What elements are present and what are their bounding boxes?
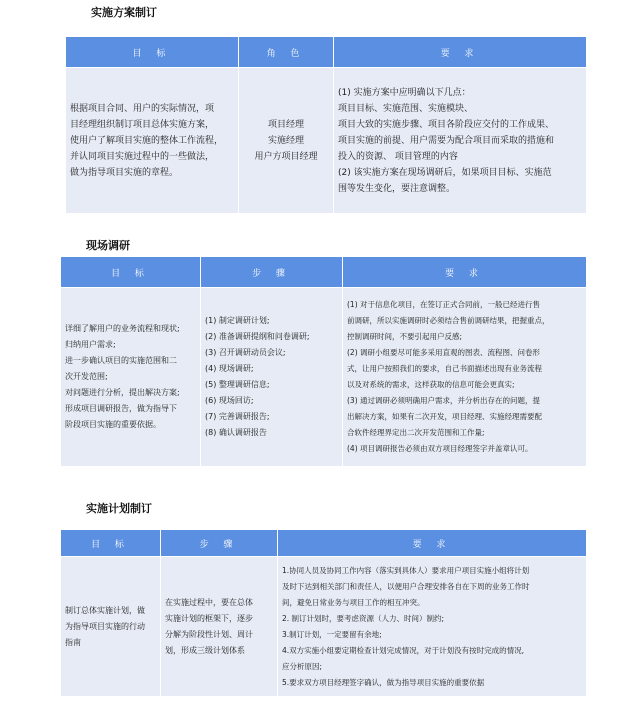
text-line: 前调研，所以实施调研时必须结合售前调研结果，把握重点， [347, 316, 550, 325]
text-line: 合软件经理界定出二次开发范围和工作量; [347, 428, 485, 437]
goal-cell [61, 288, 201, 467]
requirement-cell [334, 68, 587, 214]
steps-cell [161, 557, 278, 697]
text-line: 用户方项目经理 [254, 151, 318, 162]
text-line: 及时下达到相关部门和责任人，以便用户合理安排各自在下周的业务工作时 [282, 581, 530, 591]
text-line: 项目大致的实施步骤、项目各阶段应交付的工作成果、 [338, 119, 555, 130]
text-line: 目经理组织制订项目总体实施方案， [70, 119, 215, 130]
text-line: 分解为阶段性计划、周计 [165, 629, 253, 639]
text-line: 式，让用户按照我们的要求，自己书面描述出现有业务流程 [347, 364, 542, 373]
text-line: 投入的资源、 项目管理的内容 [338, 151, 458, 162]
text-line: 项目经理 [267, 119, 304, 130]
section-title-survey: 现场调研 [86, 239, 130, 252]
section-title-plan: 实施方案制订 [91, 6, 157, 19]
text-line: (1) 实施方案中应明确以下几点： [338, 87, 471, 98]
text-line: (1) 对于信息化项目，在签订正式合同前，一般已经进行售 [347, 300, 541, 309]
text-line: 应分析原因; [282, 661, 323, 671]
header-role: 角 色 [239, 37, 334, 68]
header-row [66, 37, 587, 68]
text-line: 1.协同人员及协同工作内容（落实到具体人）要求用户项目实施小组将计划 [282, 565, 530, 575]
schedule-table [60, 529, 587, 697]
header-requirement: 要 求 [334, 37, 587, 68]
header-steps: 步 骤 [161, 530, 278, 557]
text-line: (2) 调研小组要尽可能多采用直观的图表、流程图、问卷形 [347, 348, 541, 357]
text-line: 在实施过程中，要在总体 [165, 597, 253, 607]
table-row [61, 288, 587, 467]
text-line: 形成项目调研报告，做为指导下 [65, 404, 177, 413]
text-line: 指南 [65, 637, 81, 647]
table-row [61, 557, 587, 697]
text-line: 间，避免日常业务与项目工作的相互冲突。 [282, 597, 425, 607]
text-line: 次开发范围; [65, 372, 108, 381]
header-requirement: 要 求 [278, 530, 587, 557]
text-line: 2. 制订计划时，要考虑资源（人力、时间）制约; [282, 613, 445, 623]
text-line: (6) 现场回访; [205, 396, 254, 405]
text-line: (3) 召开调研动员会议; [205, 348, 286, 357]
text-line: (7) 完善调研报告; [205, 412, 270, 421]
text-line: (5) 整理调研信息; [205, 380, 270, 389]
header-row [61, 257, 587, 288]
text-line: (2) 该实施方案在现场调研后，如果项目目标、实施范 [338, 167, 552, 178]
text-line: (4) 项目调研报告必须由双方项目经理签字并盖章认可。 [347, 444, 533, 453]
text-line: (4) 现场调研; [205, 364, 254, 373]
text-line: (8) 确认调研报告 [205, 428, 267, 437]
text-line: 出解决方案，如果有二次开发，项目经理、实施经理需要配 [347, 412, 542, 421]
survey-table [60, 256, 587, 467]
goal-cell [66, 68, 239, 214]
text-line: 实施经理 [267, 135, 304, 146]
text-line: (3) 通过调研必须明确用户需求，并分析出存在的问题，提 [347, 396, 541, 405]
steps-cell [201, 288, 343, 467]
header-goal: 目 标 [61, 530, 161, 557]
table-row [66, 68, 587, 214]
text-line: 项目实施的前提、用户需要为配合项目而采取的措施和 [338, 135, 555, 146]
text-line: 实施计划的框架下，逐步 [165, 613, 253, 623]
text-line: 控制调研时间，不要引起用户反感; [347, 332, 463, 341]
text-line: 为指导项目实施的行动 [65, 621, 145, 631]
text-line: (1) 制定调研计划; [205, 316, 270, 325]
requirement-cell [343, 288, 587, 467]
section-title-schedule: 实施计划制订 [86, 502, 152, 515]
goal-cell [61, 557, 161, 697]
requirement-cell [278, 557, 587, 697]
text-line: 做为指导项目实施的章程。 [70, 167, 179, 178]
text-line: 4.双方实施小组要定期检查计划完成情况，对于计划没有按时完成的情况, [282, 645, 525, 655]
text-line: 根据项目合同、用户的实际情况，项 [70, 103, 215, 114]
text-line: 阶段项目实施的重要依据。 [65, 420, 161, 429]
text-line: 以及对系统的需求，这样获取的信息可能会更真实; [347, 380, 515, 389]
text-line: 5.要求双方项目经理签字确认，做为指导项目实施的重要依据 [282, 677, 485, 687]
role-cell [239, 68, 334, 214]
text-line: 使用户了解项目实施的整体工作流程， [70, 135, 224, 146]
text-line: 归纳用户需求; [65, 340, 116, 349]
text-line: 并认同项目实施过程中的一些做法， [70, 151, 215, 162]
text-line: 对问题进行分析，提出解决方案; [65, 388, 180, 397]
header-goal: 目 标 [66, 37, 239, 68]
text-line: 制订总体实施计划，做 [65, 605, 145, 615]
plan-table [65, 36, 587, 214]
text-line: 进一步确认项目的实施范围和二 [65, 356, 177, 365]
text-line: (2) 准备调研提纲和问卷调研; [205, 332, 310, 341]
header-row [61, 530, 587, 557]
text-line: 划，形成三级计划体系 [165, 645, 245, 655]
text-line: 项目目标、实施范围、实施模块、 [338, 103, 474, 114]
header-goal: 目 标 [61, 257, 201, 288]
text-line: 围等发生变化，要注意调整。 [338, 183, 456, 194]
text-line: 详细了解用户的业务流程和现状; [65, 324, 180, 333]
header-steps: 步 骤 [201, 257, 343, 288]
header-requirement: 要 求 [343, 257, 587, 288]
text-line: 3.制订计划，一定要留有余地; [282, 629, 382, 639]
